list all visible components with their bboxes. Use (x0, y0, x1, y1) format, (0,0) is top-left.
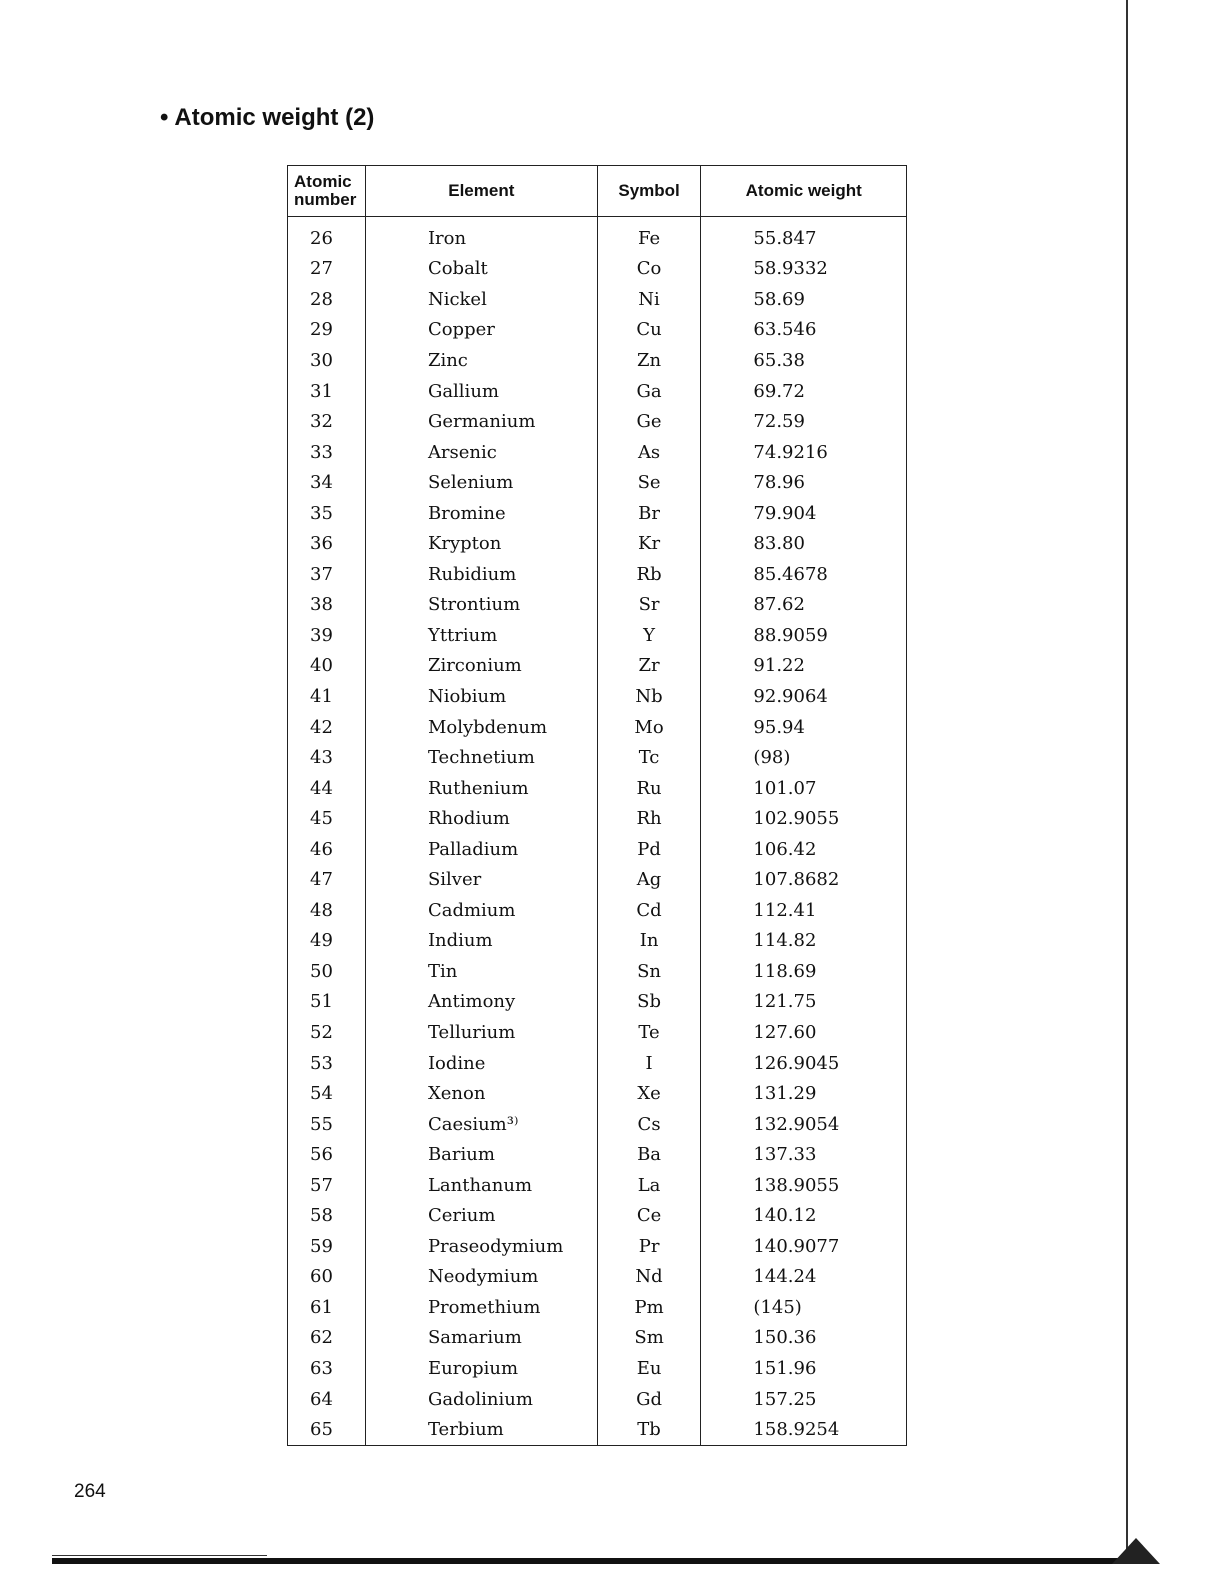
element-cell: Xenon (365, 1078, 597, 1109)
symbol-cell: As (597, 437, 701, 468)
atomic-number-cell: 38 (288, 590, 366, 621)
atomic-weight-cell: 58.9332 (701, 254, 907, 285)
element-cell: Neodymium (365, 1262, 597, 1293)
atomic-number-cell: 40 (288, 651, 366, 682)
symbol-cell: Mo (597, 712, 701, 743)
table-row (288, 376, 907, 407)
symbol-cell: Eu (597, 1353, 701, 1384)
symbol-cell: Tc (597, 742, 701, 773)
atomic-number-cell: 49 (288, 926, 366, 957)
element-cell: Ruthenium (365, 773, 597, 804)
symbol-cell: Cs (597, 1109, 701, 1140)
symbol-cell: Y (597, 620, 701, 651)
element-cell: Nickel (365, 284, 597, 315)
atomic-weight-cell: 83.80 (701, 528, 907, 559)
atomic-weight-cell: 138.9055 (701, 1170, 907, 1201)
atomic-number-cell: 50 (288, 956, 366, 987)
symbol-cell: La (597, 1170, 701, 1201)
symbol-cell: Xe (597, 1078, 701, 1109)
element-cell: Rubidium (365, 559, 597, 590)
symbol-cell: Pm (597, 1292, 701, 1323)
element-cell: Silver (365, 864, 597, 895)
atomic-weight-cell: 92.9064 (701, 681, 907, 712)
atomic-weight-cell: 140.12 (701, 1201, 907, 1232)
symbol-cell: In (597, 926, 701, 957)
atomic-number-cell: 64 (288, 1384, 366, 1415)
symbol-cell: Ge (597, 406, 701, 437)
atomic-number-cell: 54 (288, 1078, 366, 1109)
table-body (288, 217, 907, 1446)
atomic-number-cell: 48 (288, 895, 366, 926)
atomic-weight-cell: 132.9054 (701, 1109, 907, 1140)
table-row (288, 926, 907, 957)
table-row (288, 1414, 907, 1445)
page-number: 264 (74, 1481, 106, 1502)
element-cell: Indium (365, 926, 597, 957)
element-cell: Palladium (365, 834, 597, 865)
atomic-weight-cell: 158.9254 (701, 1414, 907, 1445)
atomic-number-cell: 47 (288, 864, 366, 895)
atomic-number-cell: 63 (288, 1353, 366, 1384)
symbol-cell: Rh (597, 803, 701, 834)
element-cell: Gallium (365, 376, 597, 407)
table-row (288, 1017, 907, 1048)
atomic-weight-cell: 102.9055 (701, 803, 907, 834)
atomic-number-cell: 39 (288, 620, 366, 651)
table-row (288, 681, 907, 712)
symbol-cell: Nb (597, 681, 701, 712)
element-cell: Yttrium (365, 620, 597, 651)
atomic-weight-cell: 114.82 (701, 926, 907, 957)
atomic-number-cell: 31 (288, 376, 366, 407)
table-row (288, 651, 907, 682)
symbol-cell: Sr (597, 590, 701, 621)
atomic-number-cell: 41 (288, 681, 366, 712)
table-row (288, 956, 907, 987)
symbol-cell: Ru (597, 773, 701, 804)
symbol-cell: Cu (597, 315, 701, 346)
table-row (288, 315, 907, 346)
element-cell: Copper (365, 315, 597, 346)
atomic-weight-cell: 79.904 (701, 498, 907, 529)
table-row (288, 437, 907, 468)
symbol-cell: Sn (597, 956, 701, 987)
symbol-cell: Tb (597, 1414, 701, 1445)
atomic-weight-cell: 151.96 (701, 1353, 907, 1384)
element-cell: Krypton (365, 528, 597, 559)
element-cell: Iron (365, 217, 597, 254)
atomic-number-cell: 53 (288, 1048, 366, 1079)
element-cell: Arsenic (365, 437, 597, 468)
atomic-weight-cell: 107.8682 (701, 864, 907, 895)
atomic-weight-cell: 127.60 (701, 1017, 907, 1048)
atomic-number-cell: 57 (288, 1170, 366, 1201)
symbol-cell: Nd (597, 1262, 701, 1293)
table-row (288, 1109, 907, 1140)
atomic-weight-cell: 91.22 (701, 651, 907, 682)
element-cell: Zinc (365, 345, 597, 376)
atomic-weight-cell: 69.72 (701, 376, 907, 407)
atomic-number-cell: 46 (288, 834, 366, 865)
header-symbol: Symbol (597, 166, 701, 217)
element-cell: Caesium³⁾ (365, 1109, 597, 1140)
table-row (288, 1292, 907, 1323)
atomic-number-cell: 26 (288, 217, 366, 254)
atomic-weight-cell: 131.29 (701, 1078, 907, 1109)
table-row (288, 1170, 907, 1201)
element-cell: Iodine (365, 1048, 597, 1079)
symbol-cell: Pr (597, 1231, 701, 1262)
element-cell: Terbium (365, 1414, 597, 1445)
atomic-number-cell: 27 (288, 254, 366, 285)
table-row (288, 742, 907, 773)
table-row (288, 559, 907, 590)
symbol-cell: Sb (597, 987, 701, 1018)
atomic-number-cell: 44 (288, 773, 366, 804)
element-cell: Selenium (365, 467, 597, 498)
atomic-weight-cell: 140.9077 (701, 1231, 907, 1262)
atomic-weight-cell: 72.59 (701, 406, 907, 437)
element-cell: Technetium (365, 742, 597, 773)
symbol-cell: Te (597, 1017, 701, 1048)
atomic-weight-cell: 101.07 (701, 773, 907, 804)
table-row (288, 773, 907, 804)
bottom-rule (52, 1558, 1142, 1564)
symbol-cell: Rb (597, 559, 701, 590)
table-row (288, 528, 907, 559)
atomic-number-cell: 35 (288, 498, 366, 529)
symbol-cell: Ba (597, 1139, 701, 1170)
atomic-weight-cell: 95.94 (701, 712, 907, 743)
atomic-weight-cell: 65.38 (701, 345, 907, 376)
table-row (288, 1048, 907, 1079)
atomic-number-cell: 32 (288, 406, 366, 437)
element-cell: Zirconium (365, 651, 597, 682)
element-cell: Cobalt (365, 254, 597, 285)
atomic-weight-cell: 85.4678 (701, 559, 907, 590)
atomic-number-cell: 51 (288, 987, 366, 1018)
atomic-number-cell: 29 (288, 315, 366, 346)
table-row (288, 217, 907, 254)
atomic-weight-cell: 88.9059 (701, 620, 907, 651)
atomic-weight-cell: 126.9045 (701, 1048, 907, 1079)
atomic-number-cell: 59 (288, 1231, 366, 1262)
page-title (160, 104, 374, 132)
element-cell: Praseodymium (365, 1231, 597, 1262)
symbol-cell: I (597, 1048, 701, 1079)
element-cell: Germanium (365, 406, 597, 437)
table-row (288, 803, 907, 834)
atomic-number-cell: 56 (288, 1139, 366, 1170)
atomic-number-cell: 61 (288, 1292, 366, 1323)
element-cell: Niobium (365, 681, 597, 712)
atomic-weight-cell: 55.847 (701, 217, 907, 254)
atomic-weight-table (287, 165, 907, 1446)
atomic-weight-cell: 78.96 (701, 467, 907, 498)
atomic-number-cell: 34 (288, 467, 366, 498)
symbol-cell: Ce (597, 1201, 701, 1232)
table-row (288, 406, 907, 437)
corner-mark-icon (1112, 1538, 1160, 1564)
atomic-number-cell: 60 (288, 1262, 366, 1293)
atomic-weight-cell: 58.69 (701, 284, 907, 315)
atomic-number-cell: 58 (288, 1201, 366, 1232)
element-cell: Gadolinium (365, 1384, 597, 1415)
symbol-cell: Kr (597, 528, 701, 559)
element-cell: Antimony (365, 987, 597, 1018)
atomic-weight-cell: 106.42 (701, 834, 907, 865)
atomic-weight-cell: 150.36 (701, 1323, 907, 1354)
symbol-cell: Cd (597, 895, 701, 926)
element-cell: Tellurium (365, 1017, 597, 1048)
atomic-weight-cell: (98) (701, 742, 907, 773)
atomic-number-cell: 33 (288, 437, 366, 468)
atomic-number-cell: 30 (288, 345, 366, 376)
table-row (288, 1353, 907, 1384)
element-cell: Bromine (365, 498, 597, 529)
table-row (288, 1139, 907, 1170)
element-cell: Promethium (365, 1292, 597, 1323)
table-row (288, 1323, 907, 1354)
element-cell: Tin (365, 956, 597, 987)
table-row (288, 284, 907, 315)
element-cell: Cadmium (365, 895, 597, 926)
symbol-cell: Zn (597, 345, 701, 376)
table-row (288, 590, 907, 621)
element-cell: Europium (365, 1353, 597, 1384)
table-row (288, 1231, 907, 1262)
element-cell: Molybdenum (365, 712, 597, 743)
element-cell: Barium (365, 1139, 597, 1170)
table-row (288, 467, 907, 498)
table-row (288, 498, 907, 529)
table-row (288, 1384, 907, 1415)
symbol-cell: Ga (597, 376, 701, 407)
element-cell: Rhodium (365, 803, 597, 834)
element-cell: Lanthanum (365, 1170, 597, 1201)
symbol-cell: Pd (597, 834, 701, 865)
symbol-cell: Sm (597, 1323, 701, 1354)
symbol-cell: Ni (597, 284, 701, 315)
atomic-weight-cell: (145) (701, 1292, 907, 1323)
table-row (288, 987, 907, 1018)
bottom-thin-rule (52, 1555, 267, 1556)
symbol-cell: Zr (597, 651, 701, 682)
atomic-number-cell: 52 (288, 1017, 366, 1048)
symbol-cell: Se (597, 467, 701, 498)
atomic-number-cell: 37 (288, 559, 366, 590)
table-row (288, 834, 907, 865)
header-element: Element (365, 166, 597, 217)
table-row (288, 620, 907, 651)
symbol-cell: Co (597, 254, 701, 285)
symbol-cell: Fe (597, 217, 701, 254)
element-cell: Strontium (365, 590, 597, 621)
atomic-number-cell: 36 (288, 528, 366, 559)
header-atomic-number: Atomic number (288, 166, 366, 217)
symbol-cell: Ag (597, 864, 701, 895)
title-text: Atomic weight (2) (174, 104, 375, 131)
atomic-number-cell: 28 (288, 284, 366, 315)
table-row (288, 345, 907, 376)
element-cell: Cerium (365, 1201, 597, 1232)
atomic-weight-cell: 144.24 (701, 1262, 907, 1293)
atomic-number-cell: 45 (288, 803, 366, 834)
atomic-weight-cell: 118.69 (701, 956, 907, 987)
atomic-number-cell: 42 (288, 712, 366, 743)
header-atomic-weight: Atomic weight (701, 166, 907, 217)
atomic-weight-cell: 112.41 (701, 895, 907, 926)
atomic-number-cell: 55 (288, 1109, 366, 1140)
table-row (288, 254, 907, 285)
table-row (288, 1201, 907, 1232)
atomic-number-cell: 62 (288, 1323, 366, 1354)
page-edge-line (1126, 0, 1128, 1560)
element-cell: Samarium (365, 1323, 597, 1354)
bullet: • (160, 104, 169, 131)
atomic-weight-cell: 63.546 (701, 315, 907, 346)
atomic-weight-cell: 74.9216 (701, 437, 907, 468)
atomic-weight-cell: 137.33 (701, 1139, 907, 1170)
atomic-weight-cell: 121.75 (701, 987, 907, 1018)
table-row (288, 895, 907, 926)
table-row (288, 864, 907, 895)
symbol-cell: Br (597, 498, 701, 529)
table-header-row (288, 166, 907, 217)
table-row (288, 712, 907, 743)
atomic-weight-cell: 87.62 (701, 590, 907, 621)
table-row (288, 1262, 907, 1293)
atomic-weight-cell: 157.25 (701, 1384, 907, 1415)
atomic-number-cell: 43 (288, 742, 366, 773)
atomic-number-cell: 65 (288, 1414, 366, 1445)
table-row (288, 1078, 907, 1109)
symbol-cell: Gd (597, 1384, 701, 1415)
